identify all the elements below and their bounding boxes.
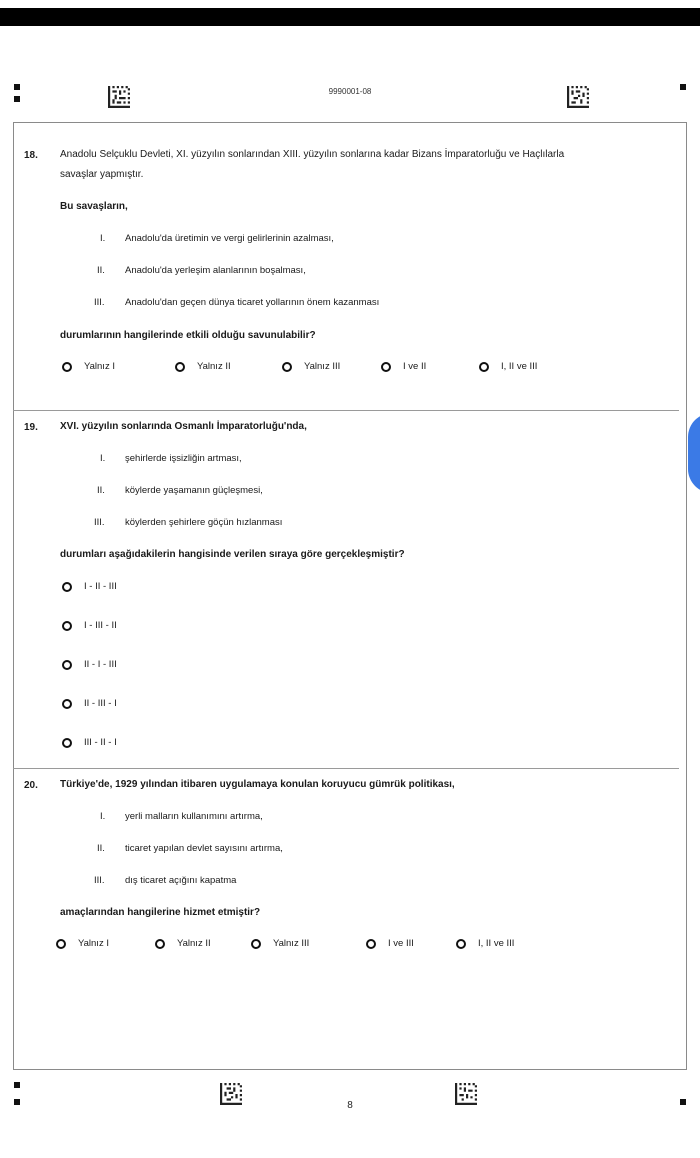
page-number: 8 xyxy=(347,1100,353,1111)
registration-mark xyxy=(680,1099,686,1105)
question-stem: savaşlar yapmıştır. xyxy=(60,169,144,180)
question-stem: XVI. yüzyılın sonlarında Osmanlı İmparatorluğu'nda, xyxy=(60,421,307,432)
item-roman: II. xyxy=(97,843,105,854)
answer-option[interactable]: I, II ve III xyxy=(479,361,537,372)
radio-circle-icon xyxy=(62,699,72,709)
item-text: Anadolu'da yerleşim alanlarının boşalması, xyxy=(125,265,306,276)
radio-circle-icon xyxy=(175,362,185,372)
question-prompt: durumlarının hangilerinde etkili olduğu savunulabilir? xyxy=(60,330,316,341)
datamatrix-code xyxy=(455,1083,477,1105)
question-number: 19. xyxy=(24,422,38,433)
item-roman: III. xyxy=(94,875,105,886)
question-frame xyxy=(13,122,687,1070)
question-stem: Türkiye'de, 1929 yılından itibaren uygulamaya konulan koruyucu gümrük politikası, xyxy=(60,779,455,790)
radio-circle-icon xyxy=(56,939,66,949)
answer-option[interactable]: I - III - II xyxy=(62,620,117,631)
radio-circle-icon xyxy=(62,362,72,372)
radio-circle-icon xyxy=(282,362,292,372)
item-text: şehirlerde işsizliğin artması, xyxy=(125,453,242,464)
radio-circle-icon xyxy=(479,362,489,372)
answer-option[interactable]: Yalnız III xyxy=(282,361,340,372)
answer-option[interactable]: Yalnız II xyxy=(155,938,211,949)
answer-option[interactable]: III - II - I xyxy=(62,737,117,748)
question-separator xyxy=(13,768,679,769)
answer-option[interactable]: II - III - I xyxy=(62,698,117,709)
answer-option[interactable]: II - I - III xyxy=(62,659,117,670)
registration-mark xyxy=(680,84,686,90)
document-id: 9990001-08 xyxy=(328,87,372,96)
item-roman: III. xyxy=(94,517,105,528)
radio-circle-icon xyxy=(62,621,72,631)
question-number: 20. xyxy=(24,780,38,791)
item-text: yerli malların kullanımını artırma, xyxy=(125,811,263,822)
radio-circle-icon xyxy=(62,660,72,670)
radio-circle-icon xyxy=(62,738,72,748)
radio-circle-icon xyxy=(155,939,165,949)
item-roman: II. xyxy=(97,265,105,276)
radio-circle-icon xyxy=(456,939,466,949)
registration-mark xyxy=(14,84,20,90)
item-roman: III. xyxy=(94,297,105,308)
answer-option[interactable]: I, II ve III xyxy=(456,938,514,949)
side-scroll-tab[interactable] xyxy=(688,413,700,493)
question-prompt: durumları aşağıdakilerin hangisinde verilen sıraya göre gerçekleşmiştir? xyxy=(60,549,405,560)
answer-option[interactable]: I - II - III xyxy=(62,581,117,592)
answer-option[interactable]: Yalnız III xyxy=(251,938,309,949)
item-roman: I. xyxy=(100,811,106,822)
datamatrix-code xyxy=(108,86,130,108)
question-stem: Anadolu Selçuklu Devleti, XI. yüzyılın sonlarından XIII. yüzyılın sonlarına kadar Bizans İmparatorluğu ve Haçlılarla xyxy=(60,149,565,160)
datamatrix-code xyxy=(220,1083,242,1105)
answer-option[interactable]: I ve III xyxy=(366,938,414,949)
question-lead: Bu savaşların, xyxy=(60,201,128,212)
registration-mark xyxy=(14,96,20,102)
radio-circle-icon xyxy=(251,939,261,949)
answer-option[interactable]: I ve II xyxy=(381,361,426,372)
item-text: ticaret yapılan devlet sayısını artırma, xyxy=(125,843,283,854)
item-text: dış ticaret açığını kapatma xyxy=(125,875,237,886)
item-roman: II. xyxy=(97,485,105,496)
registration-mark xyxy=(14,1082,20,1088)
item-text: Anadolu'da üretimin ve vergi gelirlerinin azalması, xyxy=(125,233,334,244)
question-separator xyxy=(13,410,679,411)
item-text: Anadolu'dan geçen dünya ticaret yollarının önem kazanması xyxy=(125,297,380,308)
datamatrix-code xyxy=(567,86,589,108)
question-prompt: amaçlarından hangilerine hizmet etmiştir? xyxy=(60,907,261,918)
radio-circle-icon xyxy=(62,582,72,592)
registration-mark xyxy=(14,1099,20,1105)
answer-option[interactable]: Yalnız I xyxy=(62,361,115,372)
answer-option[interactable]: Yalnız I xyxy=(56,938,109,949)
item-text: köylerden şehirlere göçün hızlanması xyxy=(125,517,283,528)
radio-circle-icon xyxy=(366,939,376,949)
item-roman: I. xyxy=(100,233,106,244)
radio-circle-icon xyxy=(381,362,391,372)
top-bar xyxy=(0,8,700,26)
answer-option[interactable]: Yalnız II xyxy=(175,361,231,372)
question-number: 18. xyxy=(24,150,38,161)
item-text: köylerde yaşamanın güçleşmesi, xyxy=(125,485,263,496)
item-roman: I. xyxy=(100,453,106,464)
